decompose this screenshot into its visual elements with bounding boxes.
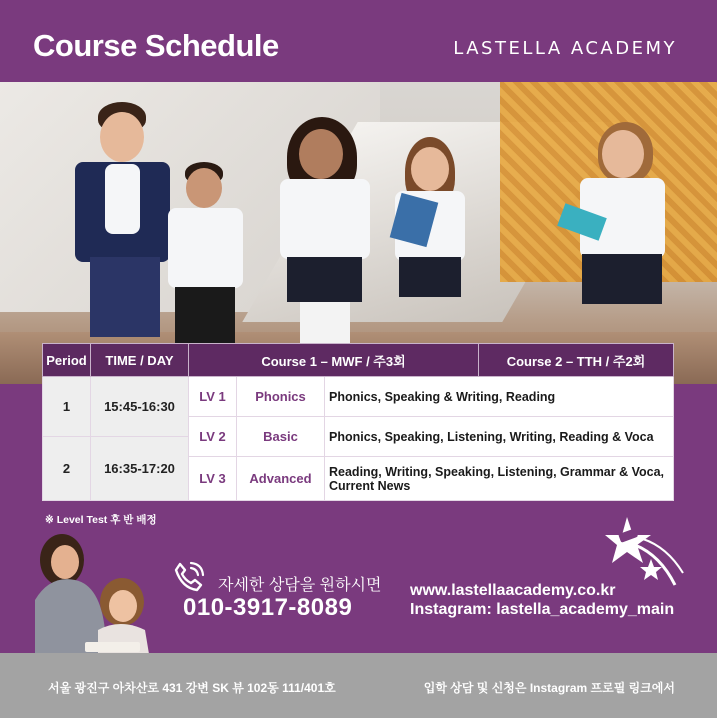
column-header: Course 1 – MWF / 주3회 xyxy=(189,344,479,377)
level-test-note: ※ Level Test 후 반 배정 xyxy=(45,514,157,526)
contact-label: 자세한 상담을 원하시면 xyxy=(218,577,382,594)
footer-address: 서울 광진구 아차산로 431 강변 SK 뷰 102동 111/401호 xyxy=(48,681,336,695)
course-name-cell: Basic xyxy=(237,417,325,457)
student-figure xyxy=(50,102,170,342)
period-cell: 2 xyxy=(43,437,91,501)
time-cell: 15:45-16:30 xyxy=(91,377,189,437)
brand-name: LASTELLA ACADEMY xyxy=(453,38,677,59)
student-figure xyxy=(560,122,670,342)
page-title: Course Schedule xyxy=(33,28,279,63)
student-figure xyxy=(265,117,385,347)
description-cell: Reading, Writing, Speaking, Listening, Grammar & Voca, Current News xyxy=(325,457,674,501)
star-logo-icon xyxy=(605,515,685,590)
phone-number[interactable]: 010-3917-8089 xyxy=(183,594,353,621)
course-name-cell: Phonics xyxy=(237,377,325,417)
instagram-handle[interactable]: Instagram: lastella_academy_main xyxy=(410,601,675,618)
footer-notice: 입학 상담 및 신청은 Instagram 프로필 링크에서 xyxy=(423,681,675,695)
time-cell: 16:35-17:20 xyxy=(91,437,189,501)
schedule-table xyxy=(42,343,674,501)
hero-photo xyxy=(0,82,717,384)
level-cell: LV 2 xyxy=(189,417,237,457)
column-header: Period xyxy=(43,344,91,377)
description-cell: Phonics, Speaking, Listening, Writing, Reading & Voca xyxy=(325,417,674,457)
student-figure xyxy=(385,137,475,337)
level-cell: LV 3 xyxy=(189,457,237,501)
level-cell: LV 1 xyxy=(189,377,237,417)
mother-daughter-image xyxy=(30,530,175,660)
table-header-row xyxy=(43,344,674,377)
student-figure xyxy=(160,162,250,352)
course-name-cell: Advanced xyxy=(237,457,325,501)
table-row xyxy=(43,377,674,417)
website-link[interactable]: www.lastellaacademy.co.kr xyxy=(410,582,616,599)
phone-icon xyxy=(172,560,206,594)
period-cell: 1 xyxy=(43,377,91,437)
description-cell: Phonics, Speaking & Writing, Reading xyxy=(325,377,674,417)
column-header: TIME / DAY xyxy=(91,344,189,377)
column-header: Course 2 – TTH / 주2회 xyxy=(479,344,674,377)
